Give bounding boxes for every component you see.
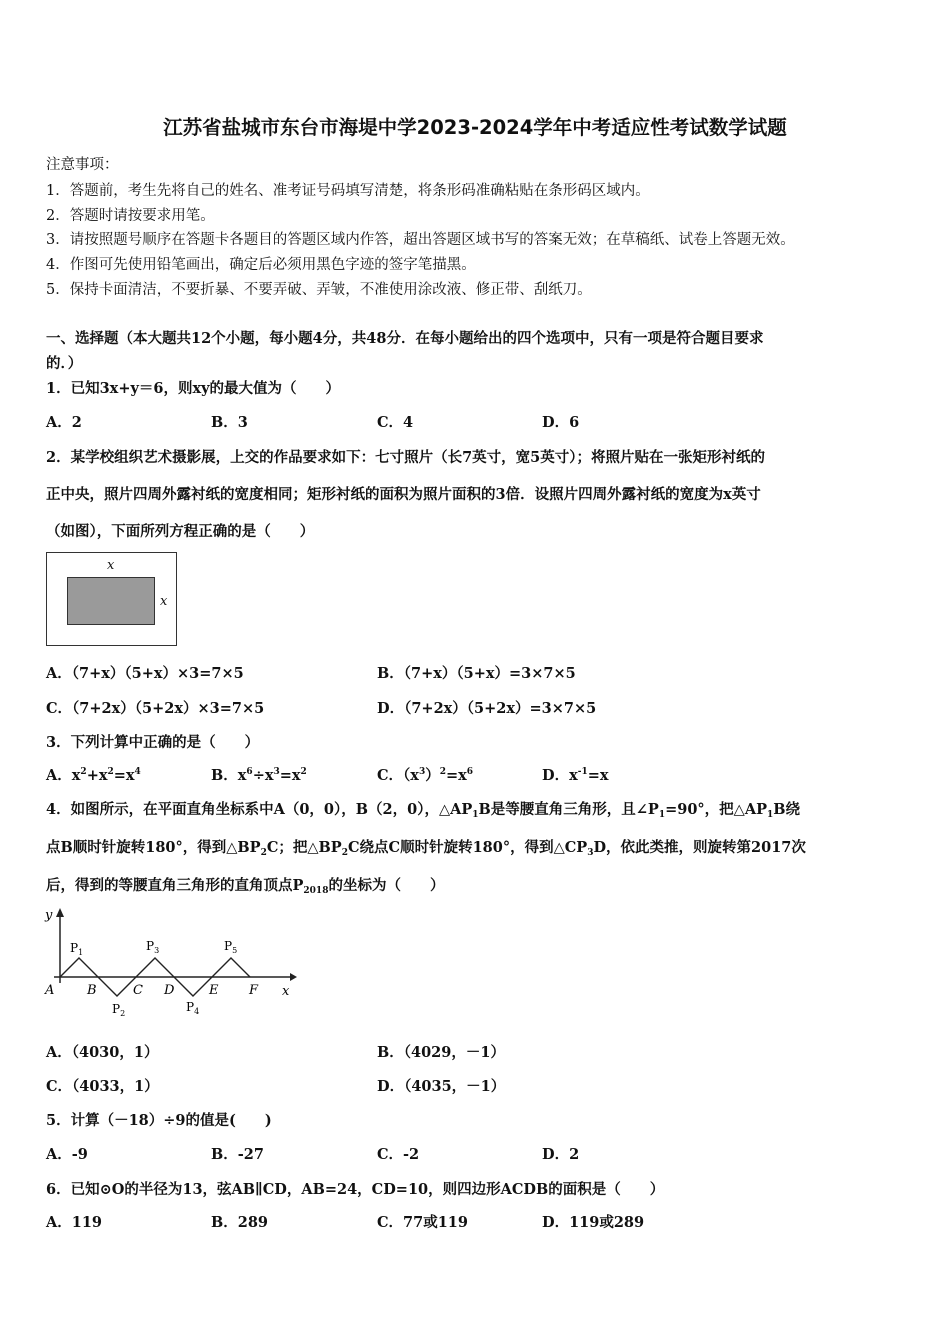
q4-stem-line1 bbox=[46, 798, 800, 820]
notice-heading: 注意事项： bbox=[46, 157, 119, 173]
text: =90°，把△AP bbox=[665, 801, 767, 818]
q4-option-c: C．（4033，1） bbox=[46, 1078, 159, 1095]
q2-figure-photo bbox=[67, 577, 155, 625]
exponent: 3 bbox=[418, 767, 426, 777]
q4-stem-line2 bbox=[46, 836, 806, 858]
q2-figure-mat bbox=[46, 552, 177, 646]
q1-option-a: A．2 bbox=[46, 414, 82, 431]
subscript: 2 bbox=[341, 848, 348, 858]
q2-figure-label-top: x bbox=[107, 558, 115, 573]
notice-item: 4．作图可先使用铅笔画出，确定后必须用黑色字迹的签字笔描黑。 bbox=[46, 257, 476, 273]
page-title: 江苏省盐城市东台市海堤中学2023-2024学年中考适应性考试数学试题 bbox=[163, 116, 787, 139]
q2-stem-line3: （如图），下面所列方程正确的是（ ） bbox=[46, 523, 315, 540]
text: 点B顺时针旋转180°，得到△BP bbox=[46, 839, 261, 856]
option-label: D． bbox=[542, 767, 570, 784]
q2-stem-line1: 2．某学校组织艺术摄影展，上交的作品要求如下：七寸照片（长7英寸，宽5英寸）；将照片贴在一张矩形衬纸的 bbox=[46, 449, 766, 466]
subscript: 1 bbox=[767, 810, 774, 820]
notice-item: 3．请按照题号顺序在答题卡各题目的答题区域内作答，超出答题区域书写的答案无效；在草稿纸、试卷上答题无效。 bbox=[46, 232, 795, 248]
math-text: ÷x bbox=[252, 767, 274, 784]
section-heading: 一、选择题（本大题共12个小题，每小题4分，共48分．在每小题给出的四个选项中，只有一项是符合题目要求 bbox=[46, 330, 764, 347]
exponent: 4 bbox=[134, 767, 141, 777]
q6-option-a: A．119 bbox=[46, 1214, 103, 1231]
q5-option-a: A．-9 bbox=[46, 1146, 88, 1163]
option-label: B． bbox=[211, 767, 238, 784]
q4-stem-line3 bbox=[46, 874, 444, 896]
math-text: （x bbox=[403, 767, 419, 784]
q3-option-b bbox=[211, 764, 307, 785]
point-label-a: A bbox=[45, 983, 55, 998]
math-text: =x bbox=[445, 767, 467, 784]
math-text: =x bbox=[587, 767, 609, 784]
q1-stem: 1．已知3x+y＝6，则xy的最大值为（ ） bbox=[46, 380, 341, 397]
q2-option-c: C．（7+2x）（5+2x）×3=7×5 bbox=[46, 700, 265, 717]
q5-stem: 5．计算（－18）÷9的值是( ) bbox=[46, 1112, 272, 1129]
q2-figure-label-right: x bbox=[160, 594, 168, 609]
point-label-p1: $P_1$ bbox=[70, 941, 84, 957]
point-label-e: E bbox=[209, 983, 219, 998]
math-text: x bbox=[569, 767, 578, 784]
exponent: 2 bbox=[439, 767, 446, 777]
point-label-p5: $P_5$ bbox=[224, 939, 238, 955]
math-text: =x bbox=[279, 767, 301, 784]
point-label-p4: $P_4$ bbox=[186, 1000, 200, 1016]
q6-option-b: B．289 bbox=[211, 1214, 269, 1231]
q5-option-b: B．-27 bbox=[211, 1146, 264, 1163]
q1-option-b: B．3 bbox=[211, 414, 248, 431]
q4-option-b: B．（4029，－1） bbox=[377, 1044, 505, 1061]
notice-item: 2．答题时请按要求用笔。 bbox=[46, 208, 215, 224]
point-label-f: F bbox=[249, 983, 259, 998]
point-label-p3: $P_3$ bbox=[146, 939, 160, 955]
x-axis-arrow bbox=[290, 973, 297, 981]
q6-option-d: D．119或289 bbox=[542, 1214, 645, 1231]
q2-option-a: A．（7+x）（5+x）×3=7×5 bbox=[46, 665, 244, 682]
q2-stem-line2: 正中央，照片四周外露衬纸的宽度相同；矩形衬纸的面积为照片面积的3倍．设照片四周外露衬纸的宽度为x英寸 bbox=[46, 486, 761, 503]
exponent: 6 bbox=[246, 767, 253, 777]
text: 4．如图所示，在平面直角坐标系中A（0，0），B（2，0），△AP bbox=[46, 801, 473, 818]
text: C绕点C顺时针旋转180°，得到△CP bbox=[347, 839, 588, 856]
text: C；把△BP bbox=[266, 839, 342, 856]
text: D，依此类推，则旋转第2017次 bbox=[593, 839, 806, 856]
math-text: =x bbox=[113, 767, 135, 784]
q5-option-d: D．2 bbox=[542, 1146, 580, 1163]
point-label-c: C bbox=[133, 983, 143, 998]
q3-stem: 3．下列计算中正确的是（ ） bbox=[46, 734, 260, 751]
exponent: 3 bbox=[273, 767, 280, 777]
q4-option-d: D．（4035，－1） bbox=[377, 1078, 506, 1095]
exponent: 6 bbox=[466, 767, 474, 777]
exponent: 2 bbox=[80, 767, 87, 777]
subscript: 1 bbox=[472, 810, 479, 820]
math-text: x bbox=[71, 767, 81, 784]
exponent: 2 bbox=[300, 767, 307, 777]
math-text: x bbox=[237, 767, 247, 784]
q6-option-c: C．77或119 bbox=[377, 1214, 468, 1231]
q3-option-a bbox=[46, 764, 141, 785]
q5-option-c: C．-2 bbox=[377, 1146, 420, 1163]
q1-option-c: C．4 bbox=[377, 414, 414, 431]
text: 后，得到的等腰直角三角形的直角顶点P bbox=[46, 877, 304, 894]
math-text: ） bbox=[425, 767, 440, 784]
q2-option-b: B．（7+x）（5+x）=3×7×5 bbox=[377, 665, 576, 682]
y-axis-arrow bbox=[56, 908, 64, 917]
point-label-p2: $P_2$ bbox=[112, 1002, 126, 1018]
subscript: 3 bbox=[587, 848, 594, 858]
q1-option-d: D．6 bbox=[542, 414, 580, 431]
text: 的坐标为（ ） bbox=[328, 877, 445, 894]
math-text: +x bbox=[86, 767, 108, 784]
q6-stem: 6．已知⊙O的半径为13，弦AB∥CD，AB=24，CD=10，则四边形ACDB的面积是（ ） bbox=[46, 1181, 665, 1198]
text: B绕 bbox=[773, 801, 801, 818]
q3-option-d bbox=[542, 764, 609, 785]
section-heading-cont: 的．） bbox=[46, 355, 83, 372]
point-label-b: B bbox=[87, 983, 97, 998]
q4-coordinate-figure bbox=[42, 905, 297, 1023]
subscript: 2 bbox=[260, 848, 267, 858]
q3-option-c bbox=[377, 764, 473, 785]
option-label: A． bbox=[46, 767, 72, 784]
subscript: 2018 bbox=[303, 886, 329, 896]
option-label: C． bbox=[377, 767, 404, 784]
notice-item: 5．保持卡面清洁，不要折暴、不要弄破、弄皱，不准使用涂改液、修正带、刮纸刀。 bbox=[46, 282, 592, 298]
exponent: 2 bbox=[107, 767, 114, 777]
axis-label-x: x bbox=[282, 984, 290, 999]
axis-label-y: y bbox=[45, 908, 53, 923]
q2-option-d: D．（7+2x）（5+2x）=3×7×5 bbox=[377, 700, 597, 717]
point-label-d: D bbox=[164, 983, 175, 998]
notice-item: 1．答题前，考生先将自己的姓名、准考证号码填写清楚，将条形码准确粘贴在条形码区域内。 bbox=[46, 183, 650, 199]
subscript: 1 bbox=[658, 810, 666, 820]
q4-option-a: A．（4030，1） bbox=[46, 1044, 159, 1061]
exponent: -1 bbox=[577, 767, 588, 777]
text: B是等腰直角三角形，且∠P bbox=[478, 801, 659, 818]
